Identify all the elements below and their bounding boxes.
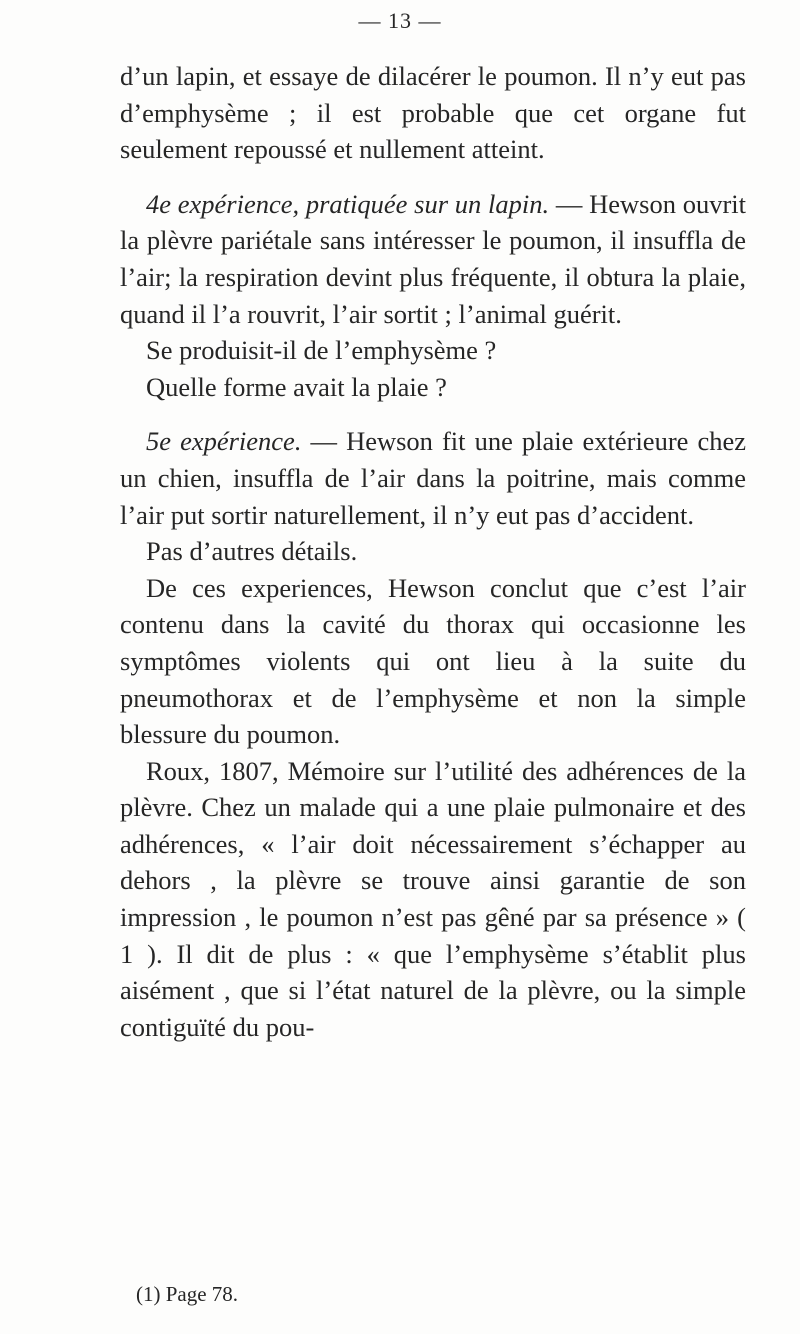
paragraph-no-details: Pas d’autres détails. (146, 536, 358, 567)
paragraph-experience-5 (120, 423, 746, 533)
experience-4-text: — Hewson ouvrit la plèvre pariétale sans intéresser le poumon, il insuffla de l’air; la respiration devint plus fréquente, il obtura la plaie, quand il l’a rouvrit, l’air sortit ; l’animal guérit. (120, 188, 746, 329)
experience-4-heading: 4e expérience, pratiquée sur un lapin. (146, 188, 550, 219)
paragraph-experience-4 (120, 186, 746, 332)
paragraph-question-2: Quelle forme avait la plaie ? (146, 371, 447, 402)
paragraph-roux: Roux, 1807, Mémoire sur l’utilité des adhérences de la plèvre. Chez un malade qui a une plaie pulmonaire et des adhérences, « l’air doit nécessairement s’échapper au dehors , la plèvre se trouve ainsi garantie de son impression , le poumon n’est pas gêné par sa présence » ( 1 ). Il dit de plus : « que l’emphysème s’établit plus aisément , que si l’état naturel de la plèvre, ou la simple contiguïté du pou- (120, 755, 746, 1042)
page-number: — 13 — (358, 8, 442, 33)
experience-5-text: — Hewson fit une plaie extérieure chez un chien, insuffla de l’air dans la poitrine, mais comme l’air put sortir naturellement, il n’y eut pas d’accident. (120, 426, 746, 530)
experience-5-heading: 5e expérience. (146, 426, 302, 457)
paragraph-question-1: Se produisit-il de l’emphysème ? (146, 335, 497, 366)
body-text (120, 58, 746, 1045)
paragraph-continuation: d’un lapin, et essaye de dilacérer le poumon. Il n’y eut pas d’emphysème ; il est probable que cet organe fut seulement repoussé et nullement atteint. (120, 61, 746, 165)
footnote: (1) Page 78. (136, 1282, 239, 1306)
paragraph-conclusion: De ces experiences, Hewson conclut que c’est l’air contenu dans la cavité du thorax qui occasionne les symptômes violents qui ont lieu à la suite du pneumothorax et de l’emphysème et non la simple blessure du poumon. (120, 572, 746, 750)
